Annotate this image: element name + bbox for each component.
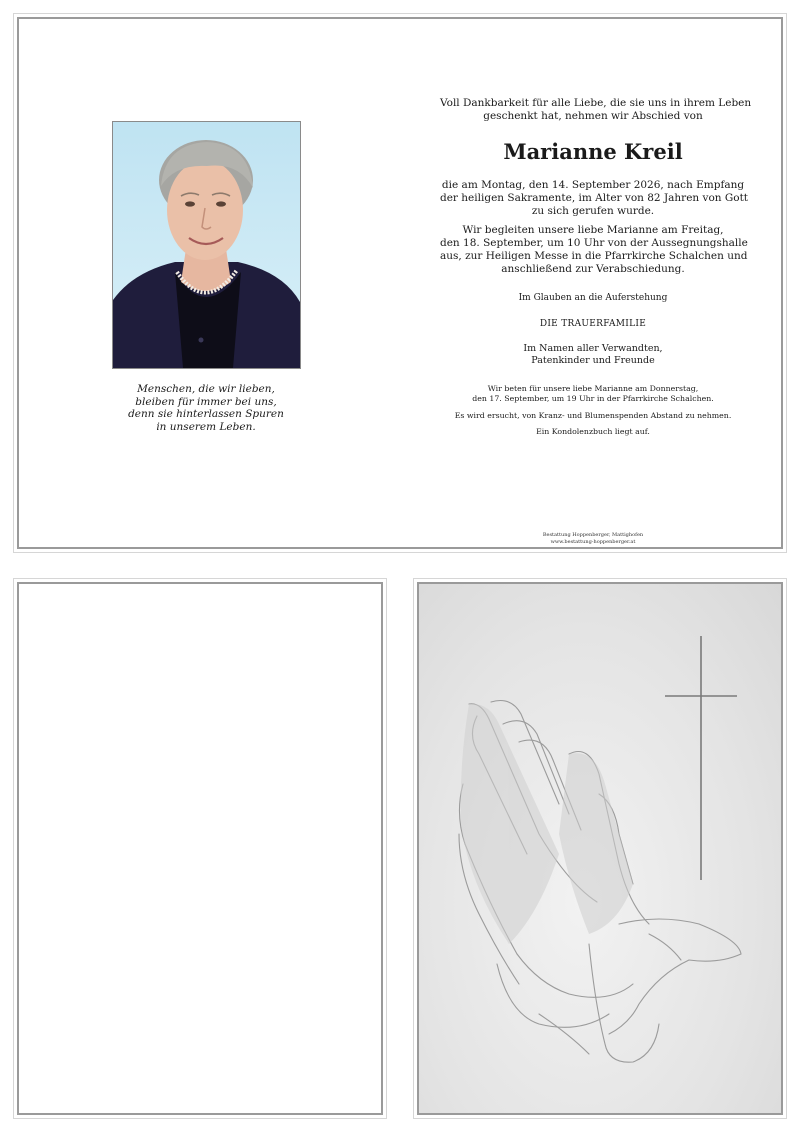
portrait-photo (112, 121, 301, 369)
motto-line: bleiben für immer bei uns, (135, 395, 277, 408)
death-notice-line: der heiligen Sakramente, im Alter von 82 Jahren von Gott (440, 192, 749, 204)
intro-line: geschenkt hat, nehmen wir Abschied von (483, 110, 703, 122)
prayer-text (440, 384, 746, 405)
funeral-line: Wir begleiten unsere liebe Marianne am Freitag, (462, 224, 724, 236)
funeral-home-name: Bestattung Hoppenberger, Mattighofen (542, 532, 644, 538)
family-signature: DIE TRAUERFAMILIE (539, 318, 647, 329)
death-notice-line: zu sich gerufen wurde. (531, 205, 655, 217)
funeral-home-website: www.bestattung-hoppenberger.at (550, 538, 636, 545)
intro-text (440, 97, 752, 123)
relatives-line: Im Namen aller Verwandten, (523, 342, 663, 354)
death-notice-line: die am Montag, den 14. September 2026, nach Empfang (441, 179, 745, 191)
faith-line: Im Glauben an die Auferstehung (518, 293, 668, 303)
intro-line: Voll Dankbarkeit für alle Liebe, die sie uns in ihrem Leben (440, 97, 752, 109)
death-notice (440, 179, 749, 218)
flowers-note: Es wird ersucht, von Kranz- und Blumenspenden Abstand zu nehmen. (454, 410, 732, 420)
memorial-motto (100, 383, 312, 433)
condolence-note: Ein Kondolenzbuch liegt auf. (536, 427, 650, 436)
relatives-line: Patenkinder und Freunde (531, 354, 655, 366)
relatives-text (440, 343, 746, 367)
obituary-text (440, 97, 752, 438)
prayer-line: Wir beten für unsere liebe Marianne am Donnerstag, (487, 383, 699, 393)
prayer-line: den 17. September, um 19 Uhr in der Pfarrkirche Schalchen. (472, 394, 714, 403)
motto-line: denn sie hinterlassen Spuren (128, 408, 284, 420)
motto-line: Menschen, die wir lieben, (137, 383, 275, 395)
funeral-line: den 18. September, um 10 Uhr von der Aussegnungshalle (440, 237, 748, 249)
card-frame (17, 582, 383, 1115)
funeral-details (440, 224, 746, 276)
deceased-name: Marianne Kreil (503, 139, 683, 164)
funeral-line: aus, zur Heiligen Messe in die Pfarrkirche Schalchen und (440, 250, 748, 262)
card-frame (417, 582, 783, 1115)
funeral-line: anschließend zur Verabschiedung. (501, 263, 685, 275)
card-cover-page (413, 578, 787, 1119)
motto-line: in unserem Leben. (156, 420, 256, 433)
funeral-home-footer (470, 532, 716, 545)
card-back-page (13, 578, 387, 1119)
